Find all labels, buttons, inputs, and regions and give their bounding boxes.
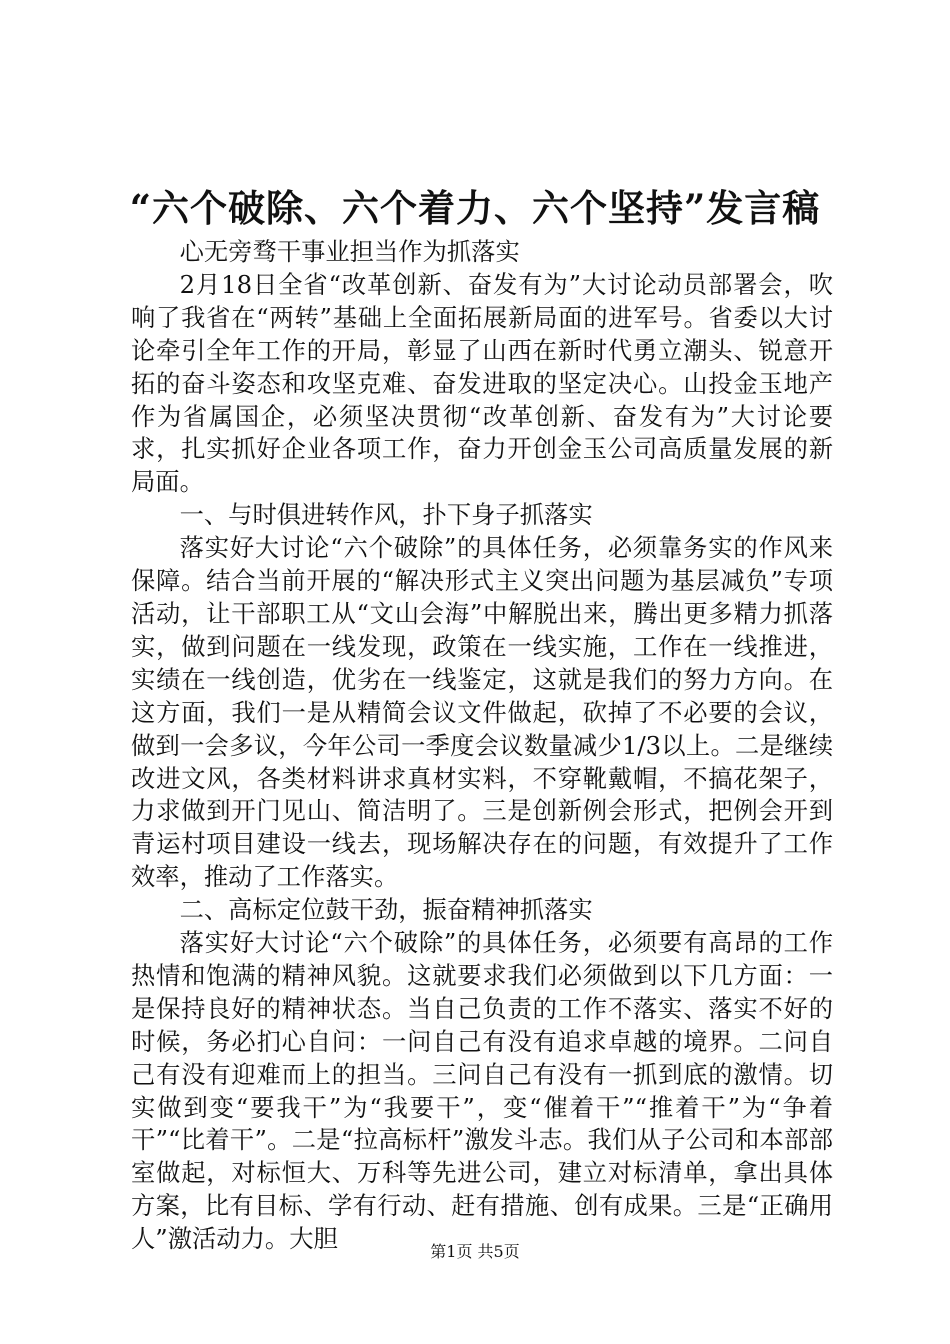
section-heading-2: 二、高标定位鼓干劲，振奋精神抓落实 (179, 895, 593, 925)
document-title: “六个破除、六个着力、六个坚持”发言稿 (129, 186, 821, 230)
section-2-paragraph: 落实好大讨论“六个破除”的具体任务，必须要有高昂的工作热情和饱满的精神风貌。这就要求我们必须做到以下几方面：一是保持良好的精神状态。当自己负责的工作不落实、落实不好的时候，务必扪心自问：一问自己有没有追求卓越的境界。二问自己有没有迎难而上的担当。三问自己有没有一抓到底的激情。切实做到变“要我干”为“我要干”，变“催着干”“推着干”为“争着干”“比着干”。二是“拉高标杆”激发斗志。我们从子公司和本部部室做起，对标恒大、万科等先进公司，建立对标清单，拿出具体方案，比有目标、学有行动、赶有措施、创有成果。三是“正确用人”激活动力。大胆 (131, 928, 833, 1254)
intro-paragraph: 2月18日全省“改革创新、奋发有为”大讨论动员部署会，吹响了我省在“两转”基础上全面拓展新局面的进军号。省委以大讨论牵引全年工作的开局，彰显了山西在新时代勇立潮头、锐意开拓的奋斗姿态和攻坚克难、奋发进取的坚定决心。山投金玉地产作为省属国企，必须坚决贯彻“改革创新、奋发有为”大讨论要求，扎实抓好企业各项工作，奋力开创金玉公司高质量发展的新局面。 (131, 269, 833, 497)
subtitle-paragraph: 心无旁骛干事业担当作为抓落实 (179, 237, 520, 266)
page-footer: 第1页 共5页 (430, 1242, 520, 1261)
document-body (131, 236, 833, 1256)
section-heading-1: 一、与时俱进转作风，扑下身子抓落实 (179, 500, 593, 530)
section-1-paragraph: 落实好大讨论“六个破除”的具体任务，必须靠务实的作风来保障。结合当前开展的“解决形式主义突出问题为基层减负”专项活动，让干部职工从“文山会海”中解脱出来，腾出更多精力抓落实，做到问题在一线发现，政策在一线实施，工作在一线推进，实绩在一线创造，优劣在一线鉴定，这就是我们的努力方向。在这方面，我们一是从精简会议文件做起，砍掉了不必要的会议，做到一会多议，今年公司一季度会议数量减少1/3以上。二是继续改进文风，各类材料讲求真材实料，不穿靴戴帽，不搞花架子，力求做到开门见山、简洁明了。三是创新例会形式，把例会开到青运村项目建设一线去，现场解决存在的问题，有效提升了工作效率，推动了工作落实。 (131, 533, 833, 892)
